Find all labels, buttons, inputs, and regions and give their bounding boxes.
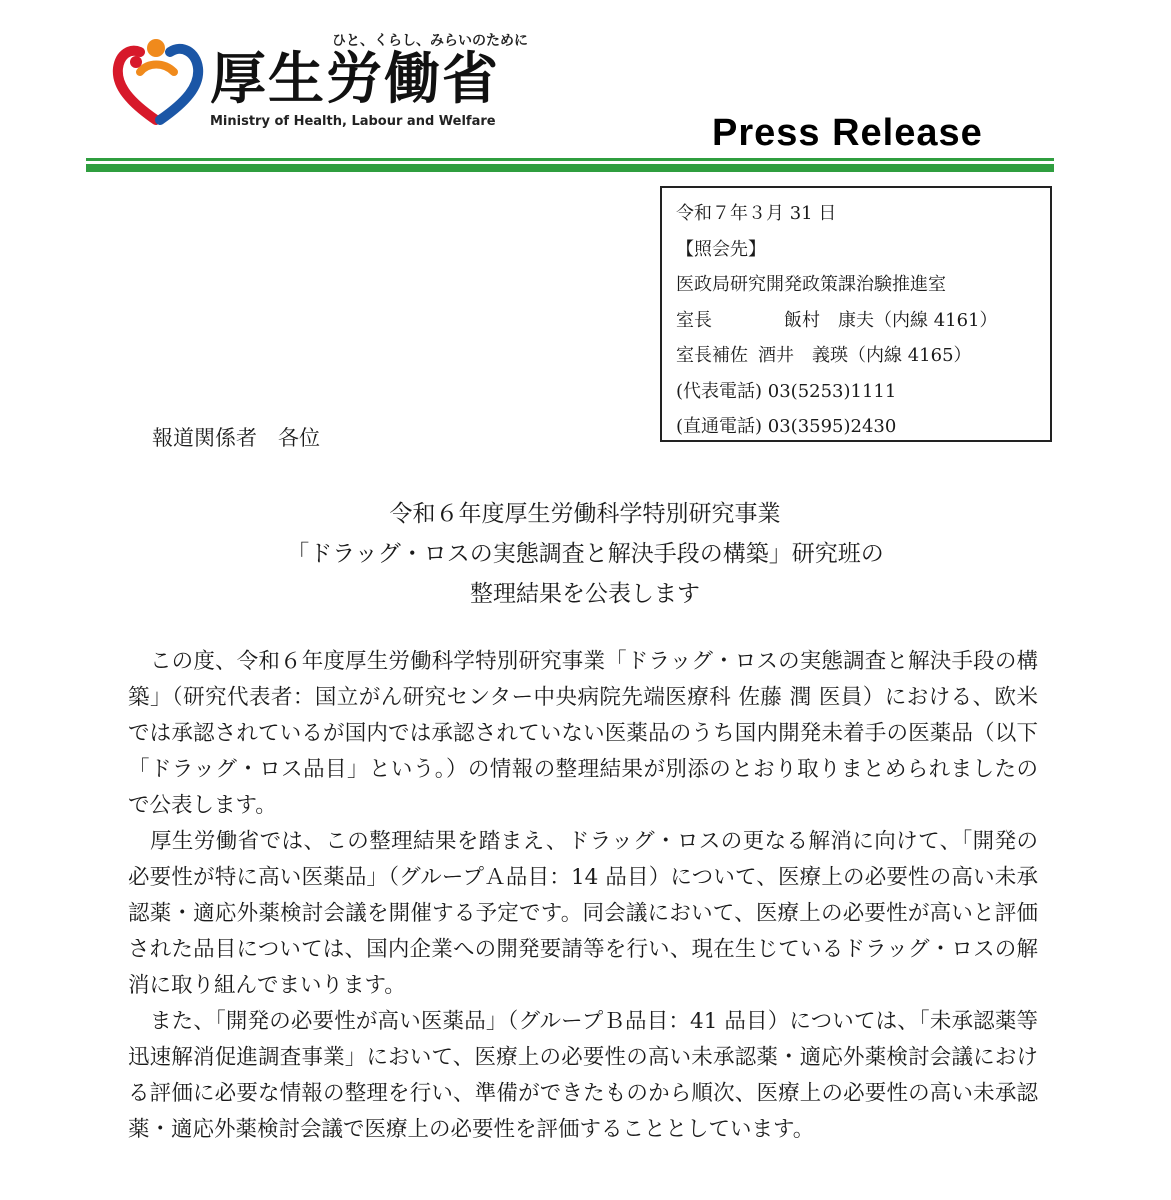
deputy-name: 酒井 義瑛（内線 4165）	[758, 345, 972, 366]
contact-info-box	[660, 186, 1052, 442]
ministry-english-name: Ministry of Health, Labour and Welfare	[210, 114, 496, 129]
contact-chief	[676, 303, 1036, 339]
ministry-logo	[112, 26, 528, 136]
body-paragraph-3: また、「開発の必要性が高い医薬品」（グループＢ品目：41 品目）については、「未承認薬等迅速解消促進調査事業」において、医療上の必要性の高い未承認薬・適応外薬検討会議における評価に必要な情報の整理を行い、準備ができたものから順次、医療上の必要性の高い未承認薬・適応外薬検討会議で医療上の必要性を評価することとしています。	[128, 1009, 1038, 1142]
contact-deputy	[676, 338, 1036, 374]
document-title	[100, 494, 1070, 614]
ministry-name: 厚生労働省	[210, 47, 500, 112]
title-line-3: 整理結果を公表します	[470, 581, 700, 607]
press-release-heading: Press Release	[712, 112, 983, 154]
body-paragraph-1: この度、令和６年度厚生労働科学特別研究事業「ドラッグ・ロスの実態調査と解決手段の構築」（研究代表者：国立がん研究センター中央病院先端医療科 佐藤 潤 医員）における、欧米では承認されているが国内では承認されていない医薬品のうち国内開発未着手の医薬品（以下「ドラッグ・ロス品目」という。）の情報の整理結果が別添のとおり取りまとめられましたので公表します。	[128, 649, 1038, 818]
ministry-tagline: ひと、くらし、みらいのために	[332, 33, 528, 49]
title-line-2: 「ドラッグ・ロスの実態調査と解決手段の構築」研究班の	[286, 541, 884, 567]
contact-office: 医政局研究開発政策課治験推進室	[676, 274, 946, 295]
chief-title: 室長	[676, 309, 712, 331]
body-paragraph-2: 厚生労働省では、この整理結果を踏まえ、ドラッグ・ロスの更なる解消に向けて、「開発の必要性が特に高い医薬品」（グループＡ品目：14 品目）について、医療上の必要性の高い未承認薬・適応外薬検討会議を開催する予定です。同会議において、医療上の必要性が高いと評価された品目については、国内企業への開発要請等を行い、現在生じているドラッグ・ロスの解消に取り組んでまいります。	[128, 829, 1038, 998]
deputy-title: 室長補佐	[676, 345, 748, 366]
addressee: 報道関係者 各位	[152, 426, 320, 450]
direct-phone: (直通電話) 03(3595)2430	[676, 416, 897, 437]
main-phone: (代表電話) 03(5253)1111	[676, 380, 897, 402]
document-body	[128, 644, 1038, 1148]
header-divider	[86, 158, 1054, 172]
ministry-heart-emblem-icon	[112, 32, 204, 128]
divider-thin-line	[86, 158, 1054, 161]
inquiry-label: 【照会先】	[676, 238, 766, 260]
release-date: 令和７年３月 31 日	[676, 203, 837, 224]
chief-name: 飯村 康夫（内線 4161）	[784, 309, 998, 331]
title-line-1: 令和６年度厚生労働科学特別研究事業	[389, 501, 781, 527]
divider-thick-line	[86, 164, 1054, 172]
